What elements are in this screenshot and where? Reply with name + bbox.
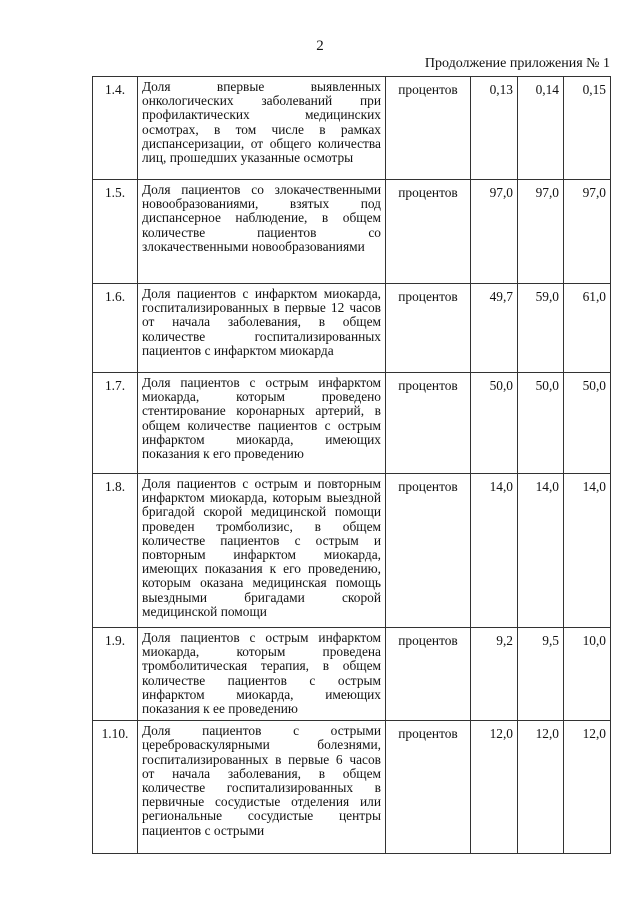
row-number: 1.10. bbox=[93, 721, 138, 854]
indicator-description: Доля впервые выявленных онкологических заболеваний при профилактических медицинских осмотрах, в том числе в рамках диспансеризации, от общего количества лиц, прошедших указанные осмотры bbox=[138, 77, 386, 180]
page-number: 2 bbox=[316, 38, 324, 54]
value-year-3: 10,0 bbox=[564, 628, 611, 721]
value-year-2: 59,0 bbox=[518, 284, 564, 373]
indicator-description: Доля пациентов с инфарктом миокарда, госпитализированных в первые 12 часов от начала заболевания, в общем количестве госпитализированных пациентов с инфарктом миокарда bbox=[138, 284, 386, 373]
value-year-3: 14,0 bbox=[564, 474, 611, 628]
value-year-1: 9,2 bbox=[471, 628, 518, 721]
table-row bbox=[93, 284, 611, 373]
value-year-3: 61,0 bbox=[564, 284, 611, 373]
table-row bbox=[93, 628, 611, 721]
value-year-3: 97,0 bbox=[564, 180, 611, 284]
value-year-2: 50,0 bbox=[518, 373, 564, 474]
unit-cell: процентов bbox=[386, 628, 471, 721]
value-year-2: 97,0 bbox=[518, 180, 564, 284]
indicators-table bbox=[92, 76, 611, 854]
value-year-1: 0,13 bbox=[471, 77, 518, 180]
indicator-description: Доля пациентов с острым и повторным инфарктом миокарда, которым выездной бригадой скорой медицинской помощи проведен тромболизис, в общем количестве пациентов с острым и повторным инфарктом миокарда, имеющих показания к его проведению, которым оказана медицинская помощь выездными бригадами скорой медицинской помощи bbox=[138, 474, 386, 628]
row-number: 1.9. bbox=[93, 628, 138, 721]
row-number: 1.4. bbox=[93, 77, 138, 180]
table-row bbox=[93, 373, 611, 474]
value-year-1: 49,7 bbox=[471, 284, 518, 373]
row-number: 1.8. bbox=[93, 474, 138, 628]
value-year-2: 9,5 bbox=[518, 628, 564, 721]
value-year-1: 97,0 bbox=[471, 180, 518, 284]
unit-cell: процентов bbox=[386, 474, 471, 628]
value-year-3: 50,0 bbox=[564, 373, 611, 474]
value-year-1: 50,0 bbox=[471, 373, 518, 474]
value-year-1: 12,0 bbox=[471, 721, 518, 854]
unit-cell: процентов bbox=[386, 373, 471, 474]
table-row bbox=[93, 77, 611, 180]
row-number: 1.6. bbox=[93, 284, 138, 373]
indicator-description: Доля пациентов с острым инфарктом миокарда, которым проведено стентирование коронарных артерий, в общем количестве пациентов с острым инфарктом миокарда, имеющих показания к его проведению bbox=[138, 373, 386, 474]
value-year-2: 14,0 bbox=[518, 474, 564, 628]
indicator-description: Доля пациентов с острым инфарктом миокарда, которым проведена тромболитическая терапия, в общем количестве пациентов с острым инфарктом миокарда, имеющих показания к ее проведению bbox=[138, 628, 386, 721]
value-year-2: 12,0 bbox=[518, 721, 564, 854]
table-row bbox=[93, 721, 611, 854]
value-year-3: 0,15 bbox=[564, 77, 611, 180]
appendix-continuation-label: Продолжение приложения № 1 bbox=[424, 56, 610, 71]
unit-cell: процентов bbox=[386, 284, 471, 373]
table-row bbox=[93, 474, 611, 628]
unit-cell: процентов bbox=[386, 180, 471, 284]
indicator-description: Доля пациентов со злокачественными новообразованиями, взятых под диспансерное наблюдение, в общем количестве пациентов со злокачественными новообразованиями bbox=[138, 180, 386, 284]
row-number: 1.7. bbox=[93, 373, 138, 474]
unit-cell: процентов bbox=[386, 721, 471, 854]
value-year-2: 0,14 bbox=[518, 77, 564, 180]
value-year-1: 14,0 bbox=[471, 474, 518, 628]
indicator-description: Доля пациентов с острыми цереброваскулярными болезнями, госпитализированных в первые 6 часов от начала заболевания, в общем количестве госпитализированных в первичные сосудистые отделения или региональные сосудистые центры пациентов с острыми bbox=[138, 721, 386, 854]
row-number: 1.5. bbox=[93, 180, 138, 284]
unit-cell: процентов bbox=[386, 77, 471, 180]
value-year-3: 12,0 bbox=[564, 721, 611, 854]
table-row bbox=[93, 180, 611, 284]
